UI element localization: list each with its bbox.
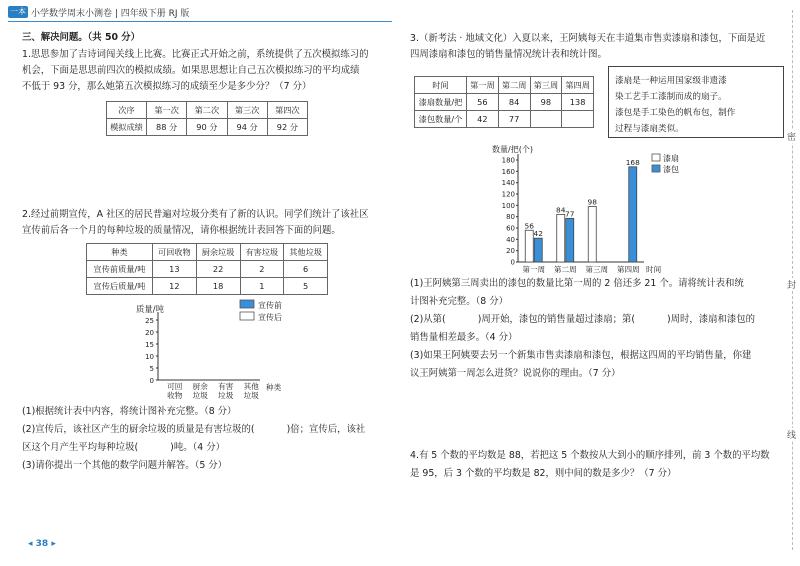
y-tick-label: 0	[149, 377, 154, 385]
table-cell: 92 分	[267, 119, 307, 136]
x-tick-label: 可回	[167, 382, 183, 391]
note-line: 漆包是手工染色的帆布包，制作	[615, 108, 736, 118]
table-cell	[562, 111, 594, 128]
y-tick-label: 100	[501, 201, 515, 210]
table-header-cell: 时间	[415, 77, 467, 94]
x-tick-label: 收物	[167, 391, 183, 400]
table-cell: 88 分	[147, 119, 187, 136]
q2-sub3: (3)请你提出一个其他的数学问题并解答。（5 分）	[22, 460, 228, 471]
q1-line: 机会，下面是思思前四次的模拟成绩。如果思思想让自己五次模拟练习的平均成绩	[22, 65, 360, 76]
table-cell: 宣传前质量/吨	[87, 261, 153, 278]
y-tick-label: 180	[501, 156, 515, 165]
table-cell: 漆包数量/个	[415, 111, 467, 128]
question-3	[410, 31, 765, 63]
x-tick-label: 第二周	[553, 265, 577, 274]
y-tick-label: 20	[506, 247, 515, 256]
binding-edge	[786, 10, 800, 550]
table-cell: 18	[196, 278, 240, 295]
q3-line: 四周漆扇和漆包的销售量情况统计表和统计图。	[410, 49, 607, 60]
table-header-cell: 第二周	[498, 77, 530, 94]
legend-swatch-fan	[652, 154, 660, 161]
table-cell: 42	[467, 111, 499, 128]
x-axis-label: 时间	[646, 265, 662, 274]
garbage-bar-chart	[120, 298, 340, 404]
legend-label: 宣传前	[258, 301, 282, 310]
table-cell: 138	[562, 94, 594, 111]
question-2	[22, 207, 368, 239]
data-label: 168	[625, 157, 640, 167]
x-tick-label: 第一周	[522, 265, 546, 274]
x-tick-label: 其他	[243, 382, 259, 391]
table-header-cell: 第四周	[562, 77, 594, 94]
y-tick-label: 120	[501, 190, 515, 199]
y-tick-label: 0	[510, 258, 515, 267]
table-cell: 22	[196, 261, 240, 278]
bar-bag	[534, 238, 542, 262]
q2-sub1: (1)根据统计表中内容，将统计图补充完整。（8 分）	[22, 406, 237, 417]
q4-line: 是 95，后 3 个数的平均数是 82，则中间的数是多少？（7 分）	[410, 468, 677, 479]
edge-char: 密	[787, 130, 796, 143]
header-divider	[8, 21, 392, 22]
q1-score-table	[106, 101, 308, 136]
data-label: 98	[587, 197, 597, 207]
section-title: 三、解决问题。（共 50 分）	[22, 32, 141, 43]
bar-fan	[588, 206, 596, 262]
legend-swatch-before	[240, 300, 254, 308]
bar-fan	[557, 214, 565, 262]
q1-line: 不低于 93 分，那么她第五次模拟练习的成绩至少是多少分？（7 分）	[22, 81, 312, 92]
sales-bar-chart	[486, 142, 696, 274]
bar-fan	[525, 230, 533, 262]
q4-line: 4.有 5 个数的平均数是 88，若把这 5 个数按从大到小的顺序排列，前 3 个数的平均数	[410, 450, 770, 461]
table-header-cell: 第三次	[227, 102, 267, 119]
question-3-subs	[410, 276, 755, 382]
table-cell: 12	[153, 278, 197, 295]
table-header-cell: 第四次	[267, 102, 307, 119]
q2-line: 宣传前后各一个月的每种垃圾的质量情况，请你根据统计表回答下面的问题。	[22, 225, 341, 236]
y-tick-label: 25	[145, 317, 154, 325]
q1-line: 1.思思参加了吉诗词闯关线上比赛。比赛正式开始之前，系统提供了五次模拟练习的	[22, 49, 369, 60]
question-1	[22, 47, 368, 95]
culture-note-box	[608, 66, 784, 138]
table-header-cell: 有害垃圾	[240, 244, 284, 261]
table-header-cell: 厨余垃圾	[196, 244, 240, 261]
table-cell: 13	[153, 261, 197, 278]
legend-swatch-after	[240, 312, 254, 320]
table-cell: 漆扇数量/把	[415, 94, 467, 111]
y-axis-label: 数量/把(个)	[492, 145, 533, 154]
table-header-cell: 种类	[87, 244, 153, 261]
table-cell: 5	[284, 278, 328, 295]
data-label: 84	[556, 205, 566, 215]
table-cell: 6	[284, 261, 328, 278]
table-cell: 56	[467, 94, 499, 111]
table-cell	[530, 111, 562, 128]
note-line: 过程与漆扇类似。	[615, 124, 684, 134]
x-tick-label: 垃圾	[243, 391, 259, 400]
x-tick-label: 第四周	[616, 265, 640, 274]
y-tick-label: 40	[506, 235, 515, 244]
y-tick-label: 140	[501, 179, 515, 188]
q2-garbage-table	[86, 243, 328, 295]
table-cell: 98	[530, 94, 562, 111]
legend-label: 漆扇	[663, 154, 679, 163]
note-line: 漆扇是一种运用国家级非遗漆	[615, 76, 727, 86]
question-4	[410, 448, 770, 482]
x-tick-label: 厨余	[192, 382, 208, 391]
table-cell: 宣传后质量/吨	[87, 278, 153, 295]
x-tick-label: 垃圾	[192, 391, 208, 400]
x-tick-label: 有害	[218, 382, 234, 391]
data-label: 77	[565, 209, 575, 219]
x-tick-label: 第三周	[585, 265, 609, 274]
legend-label: 漆包	[663, 165, 679, 174]
y-axis-label: 质量/吨	[136, 304, 164, 314]
legend-swatch-bag	[652, 165, 660, 172]
q3-sub3-cont: 议王阿姨第一周怎么进货？说说你的理由。（7 分）	[410, 368, 621, 379]
y-tick-label: 5	[149, 365, 154, 373]
y-tick-label: 160	[501, 167, 515, 176]
table-cell: 90 分	[187, 119, 227, 136]
page-header: 小学数学周末小测卷 | 四年级下册 RJ 版	[31, 9, 190, 19]
note-line: 染工艺手工漆制而成的扇子。	[615, 92, 727, 102]
question-2-subs	[22, 404, 365, 474]
table-cell: 94 分	[227, 119, 267, 136]
table-header-cell: 次序	[107, 102, 147, 119]
table-header-cell: 第一次	[147, 102, 187, 119]
y-tick-label: 60	[506, 224, 515, 233]
q2-line: 2.经过前期宣传，A 社区的居民普遍对垃圾分类有了新的认识。同学们统计了该社区	[22, 209, 369, 220]
q2-sub2-cont: 区这个月产生平均每种垃圾( )吨。（4 分）	[22, 442, 225, 453]
bar-bag	[566, 218, 574, 262]
table-header-cell: 第三周	[530, 77, 562, 94]
table-cell: 1	[240, 278, 284, 295]
page-number: ◂ 38 ▸	[28, 539, 56, 549]
table-header-cell: 可回收物	[153, 244, 197, 261]
x-tick-label: 垃圾	[218, 391, 234, 400]
table-cell: 2	[240, 261, 284, 278]
bar-bag	[629, 167, 637, 262]
q3-sub1: (1)王阿姨第三周卖出的漆包的数量比第一周的 2 倍还多 21 个。请将统计表和统	[410, 278, 744, 289]
x-axis-label: 种类	[266, 383, 282, 392]
q3-sub3: (3)如果王阿姨要去另一个新集市售卖漆扇和漆包，根据这四周的平均销售量，你建	[410, 350, 752, 361]
table-header-cell: 第一周	[467, 77, 499, 94]
q3-sub1-cont: 计图补充完整。（8 分）	[410, 296, 509, 307]
y-tick-label: 80	[506, 213, 515, 222]
edge-char: 封	[787, 278, 796, 291]
table-header-cell: 第二次	[187, 102, 227, 119]
q3-sales-table	[414, 76, 594, 128]
q3-sub2: (2)从第( )周开始，漆包的销售量超过漆扇；第( )周时，漆扇和漆包的	[410, 314, 756, 325]
table-header-cell: 其他垃圾	[284, 244, 328, 261]
y-tick-label: 20	[145, 329, 154, 337]
q3-line: 3.（新考法 · 地域文化）入夏以来，王阿姨每天在丰道集市售卖漆扇和漆包，下面是近	[410, 33, 766, 44]
data-label: 56	[524, 221, 534, 231]
q3-sub2-cont: 销售量相差最多。（4 分）	[410, 332, 518, 343]
table-cell: 77	[498, 111, 530, 128]
data-label: 42	[533, 229, 543, 239]
table-cell: 模拟成绩	[107, 119, 147, 136]
y-tick-label: 15	[145, 341, 154, 349]
y-tick-label: 10	[145, 353, 154, 361]
edge-char: 线	[787, 428, 796, 441]
table-cell: 84	[498, 94, 530, 111]
q2-sub2: (2)宣传后，该社区产生的厨余垃圾的质量是有害垃圾的( )倍；宣传后，该社	[22, 424, 366, 435]
legend-label: 宣传后	[258, 313, 282, 322]
brand-badge: 一本	[10, 7, 26, 16]
